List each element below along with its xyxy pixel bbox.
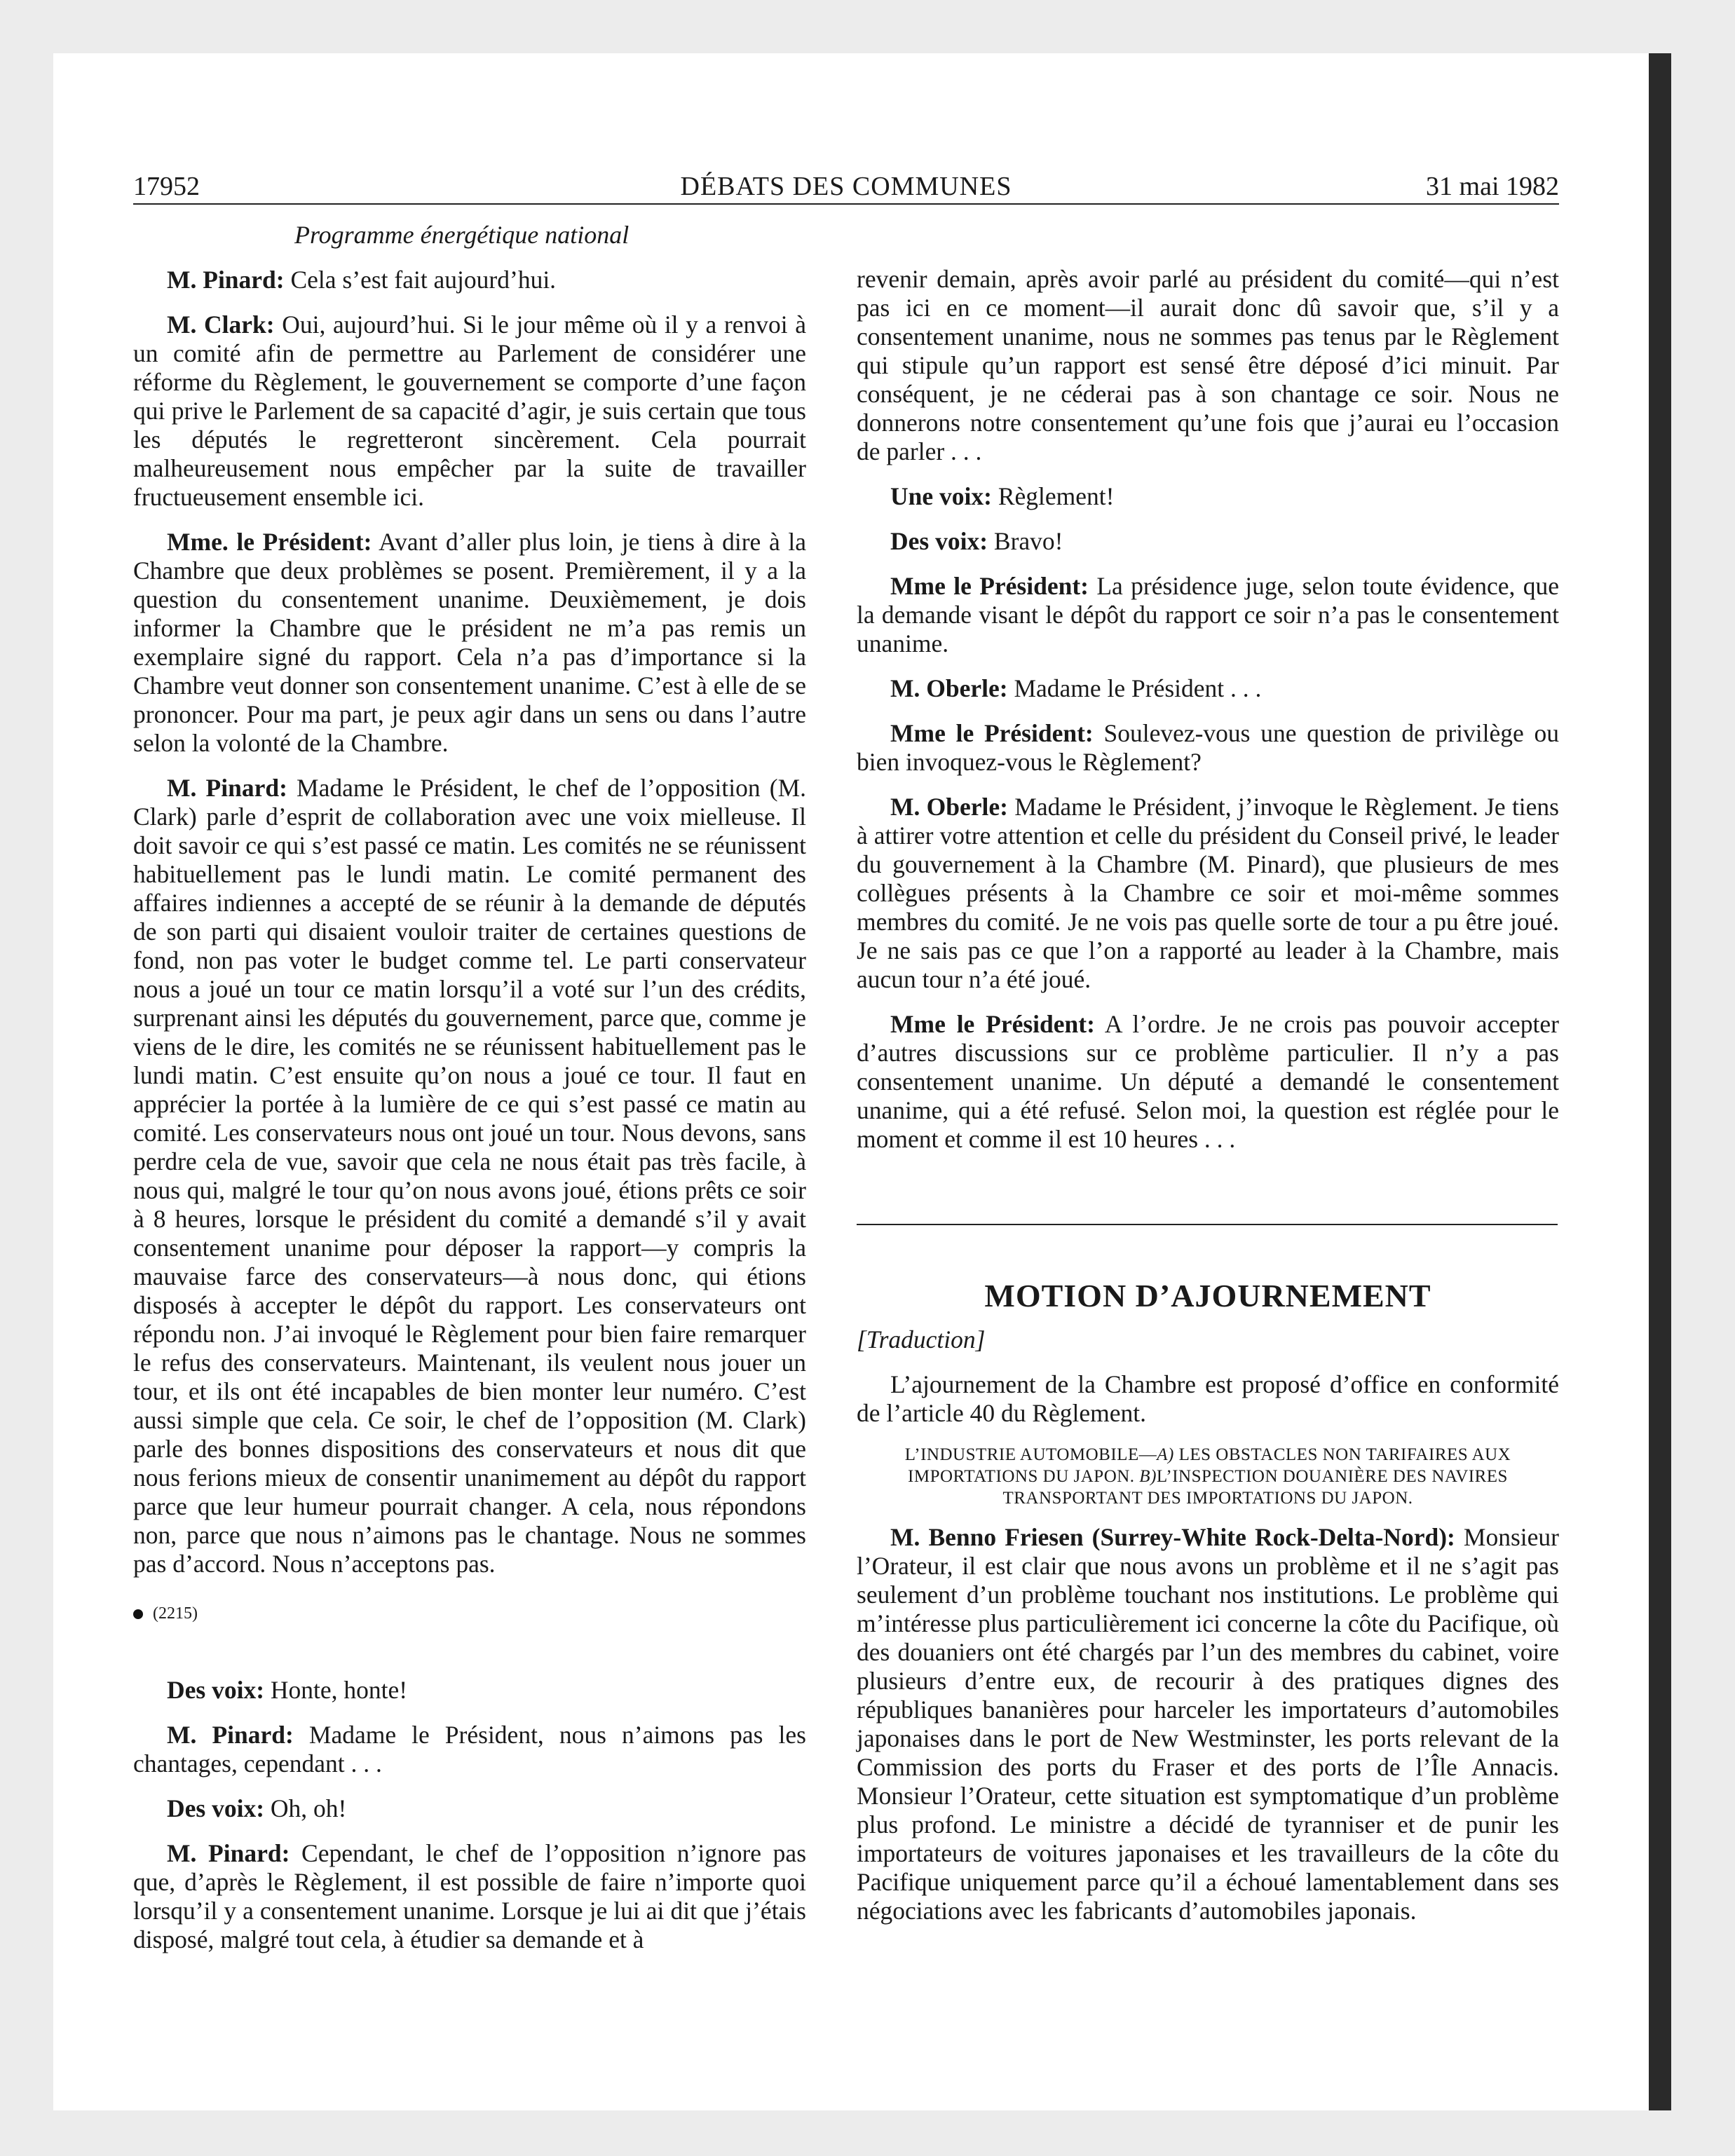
speech: Madame le Président, j’invoque le Règlement. Je tiens à attirer votre attention et celle du président du Conseil privé, le leader du gouvernement à la Chambre (M. Pinard), que plusieurs de mes collègues présents à la Chambre ce soir et moi-même sommes membres du comité. Je ne vois pas quelle sorte de tour a pu être joué. Je ne sais pas ce que l’on a rapporté au leader à la Chambre, mais aucun tour n’a été joué. [857,793,1559,993]
speaker: Des voix: [167,1794,265,1822]
topic-text: L’INDUSTRIE AUTOMOBILE— [904,1445,1157,1464]
speech: Honte, honte! [264,1676,408,1704]
topic-mark: A) [1157,1445,1174,1464]
speaker: Une voix: [890,482,992,510]
topic-text: L’INSPECTION DOUANIÈRE DES NAVIRES TRANSPORTANT DES IMPORTATIONS DU JAPON. [1002,1467,1508,1508]
speaker: M. Pinard: [167,1839,290,1867]
page-number: 17952 [133,172,200,201]
speech: Madame le Président . . . [1007,674,1262,702]
paragraph [133,1721,806,1778]
speaker: M. Benno Friesen (Surrey-White Rock-Delta-Nord): [890,1523,1455,1551]
paragraph [133,266,806,294]
speaker: M. Clark: [167,311,275,339]
speaker: Des voix: [890,527,988,555]
page-header [133,167,1559,205]
right-column [857,265,1559,1942]
paragraph [857,793,1559,994]
paragraph: revenir demain, après avoir parlé au président du comité—qui n’est pas ici en ce moment—il aurait donc dû savoir que, s’il y a consentement unanime, nous ne sommes pas tenus par le Règlement qui stipule qu’un rapport est sensé être déposé d’ici minuit. Par conséquent, je ne céderai pas à son chantage ce soir. Nous ne donnerons notre consentement qu’une fois que j’aurai eu l’occasion de parler . . . [857,265,1559,465]
speech: Cependant, le chef de l’opposition n’ignore pas que, d’après le Règlement, il est possible de faire n’importe quoi lorsqu’il y a consentement unanime. Lorsque je lui ai dit que j’étais disposé, malgré tout cela, à étudier sa demande et à [133,1839,807,1953]
time-marker [133,1599,806,1628]
topic-mark: B) [1139,1467,1157,1486]
paragraph [857,1010,1559,1154]
publication-title: DÉBATS DES COMMUNES [680,172,1012,201]
speaker: Des voix: [167,1676,265,1704]
paragraph [133,774,806,1578]
paragraph [133,311,806,512]
paragraph [857,572,1559,658]
speech: Monsieur l’Orateur, il est clair que nous avons un problème et il ne s’agit pas seulement d’un problème touchant nos institutions. Le problème qui m’intéresse plus particulièrement ici concerne la côte du Pacifique, où des douaniers ont été chargés par l’un des membres du cabinet, voire plusieurs d’entre eux, de recourir à des pratiques dignes des républiques bananières pour harceler les importateurs d’automobiles japonaises dans le port de New Westminster, les ports relevant de la Commission des ports du Fraser et des ports de l’Île Annacis. Monsieur l’Orateur, cette situation est symptomatique d’un problème plus profond. Le ministre a décidé de tyranniser et de punir les importateurs de voitures japonaises et les travailleurs de la côte du Pacifique uniquement parce qu’il a échoué lamentablement dans ses négociations avec les fabricants d’automobiles japonais. [857,1523,1559,1925]
speaker: M. Pinard: [167,774,287,802]
speaker: Mme. le Président: [167,528,372,556]
topic-heading [885,1444,1531,1509]
bullet-icon [133,1609,143,1619]
binding-edge [1649,53,1671,2110]
speech: Cela s’est fait aujourd’hui. [284,266,557,294]
paragraph: L’ajournement de la Chambre est proposé d’office en conformité de l’article 40 du Règlement. [857,1370,1559,1427]
paragraph [133,1839,806,1954]
speech: Bravo! [988,527,1063,555]
speech: A l’ordre. Je ne crois pas pouvoir accepter d’autres discussions sur ce problème particulier. Il n’y a pas consentement unanime. Un député a demandé le consentement unanime, qui a été refusé. Selon moi, la question est réglée pour le moment et comme il est 10 heures . . . [857,1010,1560,1153]
speaker: Mme le Président: [890,1010,1095,1038]
speaker: Mme le Président: [890,719,1094,747]
translation-note: [Traduction] [857,1325,986,1353]
speech: Oh, oh! [264,1794,347,1822]
paragraph [133,1676,806,1705]
paragraph [857,527,1559,556]
speech: Règlement! [991,482,1115,510]
speech: Madame le Président, le chef de l’opposition (M. Clark) parle d’esprit de collaboration avec une voix mielleuse. Il doit savoir ce qui s’est passé ce matin. Les comités ne se réunissent habituellement pas le lundi matin. Le comité permanent des affaires indiennes a accepté de se réunir à la demande de députés de son parti qui disaient vouloir traiter de certaines questions de fond, non pas voter le budget comme tel. Le parti conservateur nous a joué un tour ce matin lorsqu’il a voté sur l’un des crédits, surprenant ainsi les députés du gouvernement, parce que, comme je viens de le dire, les comités ne se réunissent habituellement pas le lundi matin. C’est ensuite qu’on nous a joué ce tour. Il faut en apprécier la portée à la lumière de ce qui s’est passé ce matin au comité. Les conservateurs nous ont joué un tour. Nous devons, sans perdre cela de vue, savoir que cela ne nous était pas très facile, à nous qui, malgré le tour qu’on nous avons joué, étions prêts ce soir à 8 heures, lorsque le président du comité a demandé s’il y avait consentement unanime pour déposer la rapport—y compris la mauvaise farce des conservateurs—à nous donc, qui étions disposés à accepter le dépôt du rapport. Les conservateurs ont répondu non. J’ai invoqué le Règlement pour bien faire remarquer le refus des conservateurs. Maintenant, ils veulent nous jouer un tour, et ils ont été incapables de bien monter leur numéro. C’est aussi simple que cela. Ce soir, le chef de l’opposition (M. Clark) parle des bonnes dispositions des conservateurs et nous dit que nous ferions mieux de consentir unanimement au dépôt du rapport parce que leur humeur pourrait changer. A cela, nous répondons non, parce que nous n’aimons pas le chantage. Nous ne sommes pas d’accord. Nous n’acceptons pas. [133,774,807,1578]
speech: Avant d’aller plus loin, je tiens à dire à la Chambre que deux problèmes se posent. Premièrement, il y a la question du consentement unanime. Deuxièmement, je dois informer la Chambre que le président ne m’a pas remis un exemplaire signé du rapport. Cela n’a pas d’importance si la Chambre veut donner son consentement unanime. C’est à elle de se prononcer. Pour ma part, je peux agir dans un sens ou dans l’autre selon la volonté de la Chambre. [133,528,806,757]
section-divider [857,1224,1558,1225]
section-subhead: Programme énergétique national [294,221,630,249]
speaker: Mme le Président: [890,572,1089,600]
speaker: M. Pinard: [167,1721,294,1749]
paragraph [133,528,806,758]
paragraph [857,719,1559,777]
speaker: M. Oberle: [890,674,1008,702]
speech: Madame le Président, nous n’aimons pas les chantages, cependant . . . [133,1721,806,1778]
paragraph [857,482,1559,511]
time-marker-text: (2215) [153,1604,198,1623]
speaker: M. Pinard: [167,266,285,294]
speech: Soulevez-vous une question de privilège ou bien invoquez-vous le Règlement? [857,719,1560,776]
paragraph [857,1523,1559,1925]
topic-text: LES OBSTACLES NON TARIFAIRES AUX IMPORTATIONS DU JAPON. [908,1445,1511,1486]
section-title: MOTION D’AJOURNEMENT [984,1278,1431,1314]
speech: Oui, aujourd’hui. Si le jour même où il y a renvoi à un comité afin de permettre au Parlement de considérer une réforme du Règlement, le gouvernement se comporte d’une façon qui prive le Parlement de sa capacité d’agir, je suis certain que tous les députés le regretteront sincèrement. Cela pourrait malheureusement nous empêcher par la suite de travailler fructueusement ensemble ici. [133,311,806,511]
speaker: M. Oberle: [890,793,1008,821]
speech: La présidence juge, selon toute évidence, que la demande visant le dépôt du rapport ce soir n’a pas le consentement unanime. [857,572,1559,657]
left-column [133,221,806,1970]
page-date: 31 mai 1982 [1426,172,1559,201]
paragraph [857,674,1559,703]
paragraph [133,1794,806,1823]
